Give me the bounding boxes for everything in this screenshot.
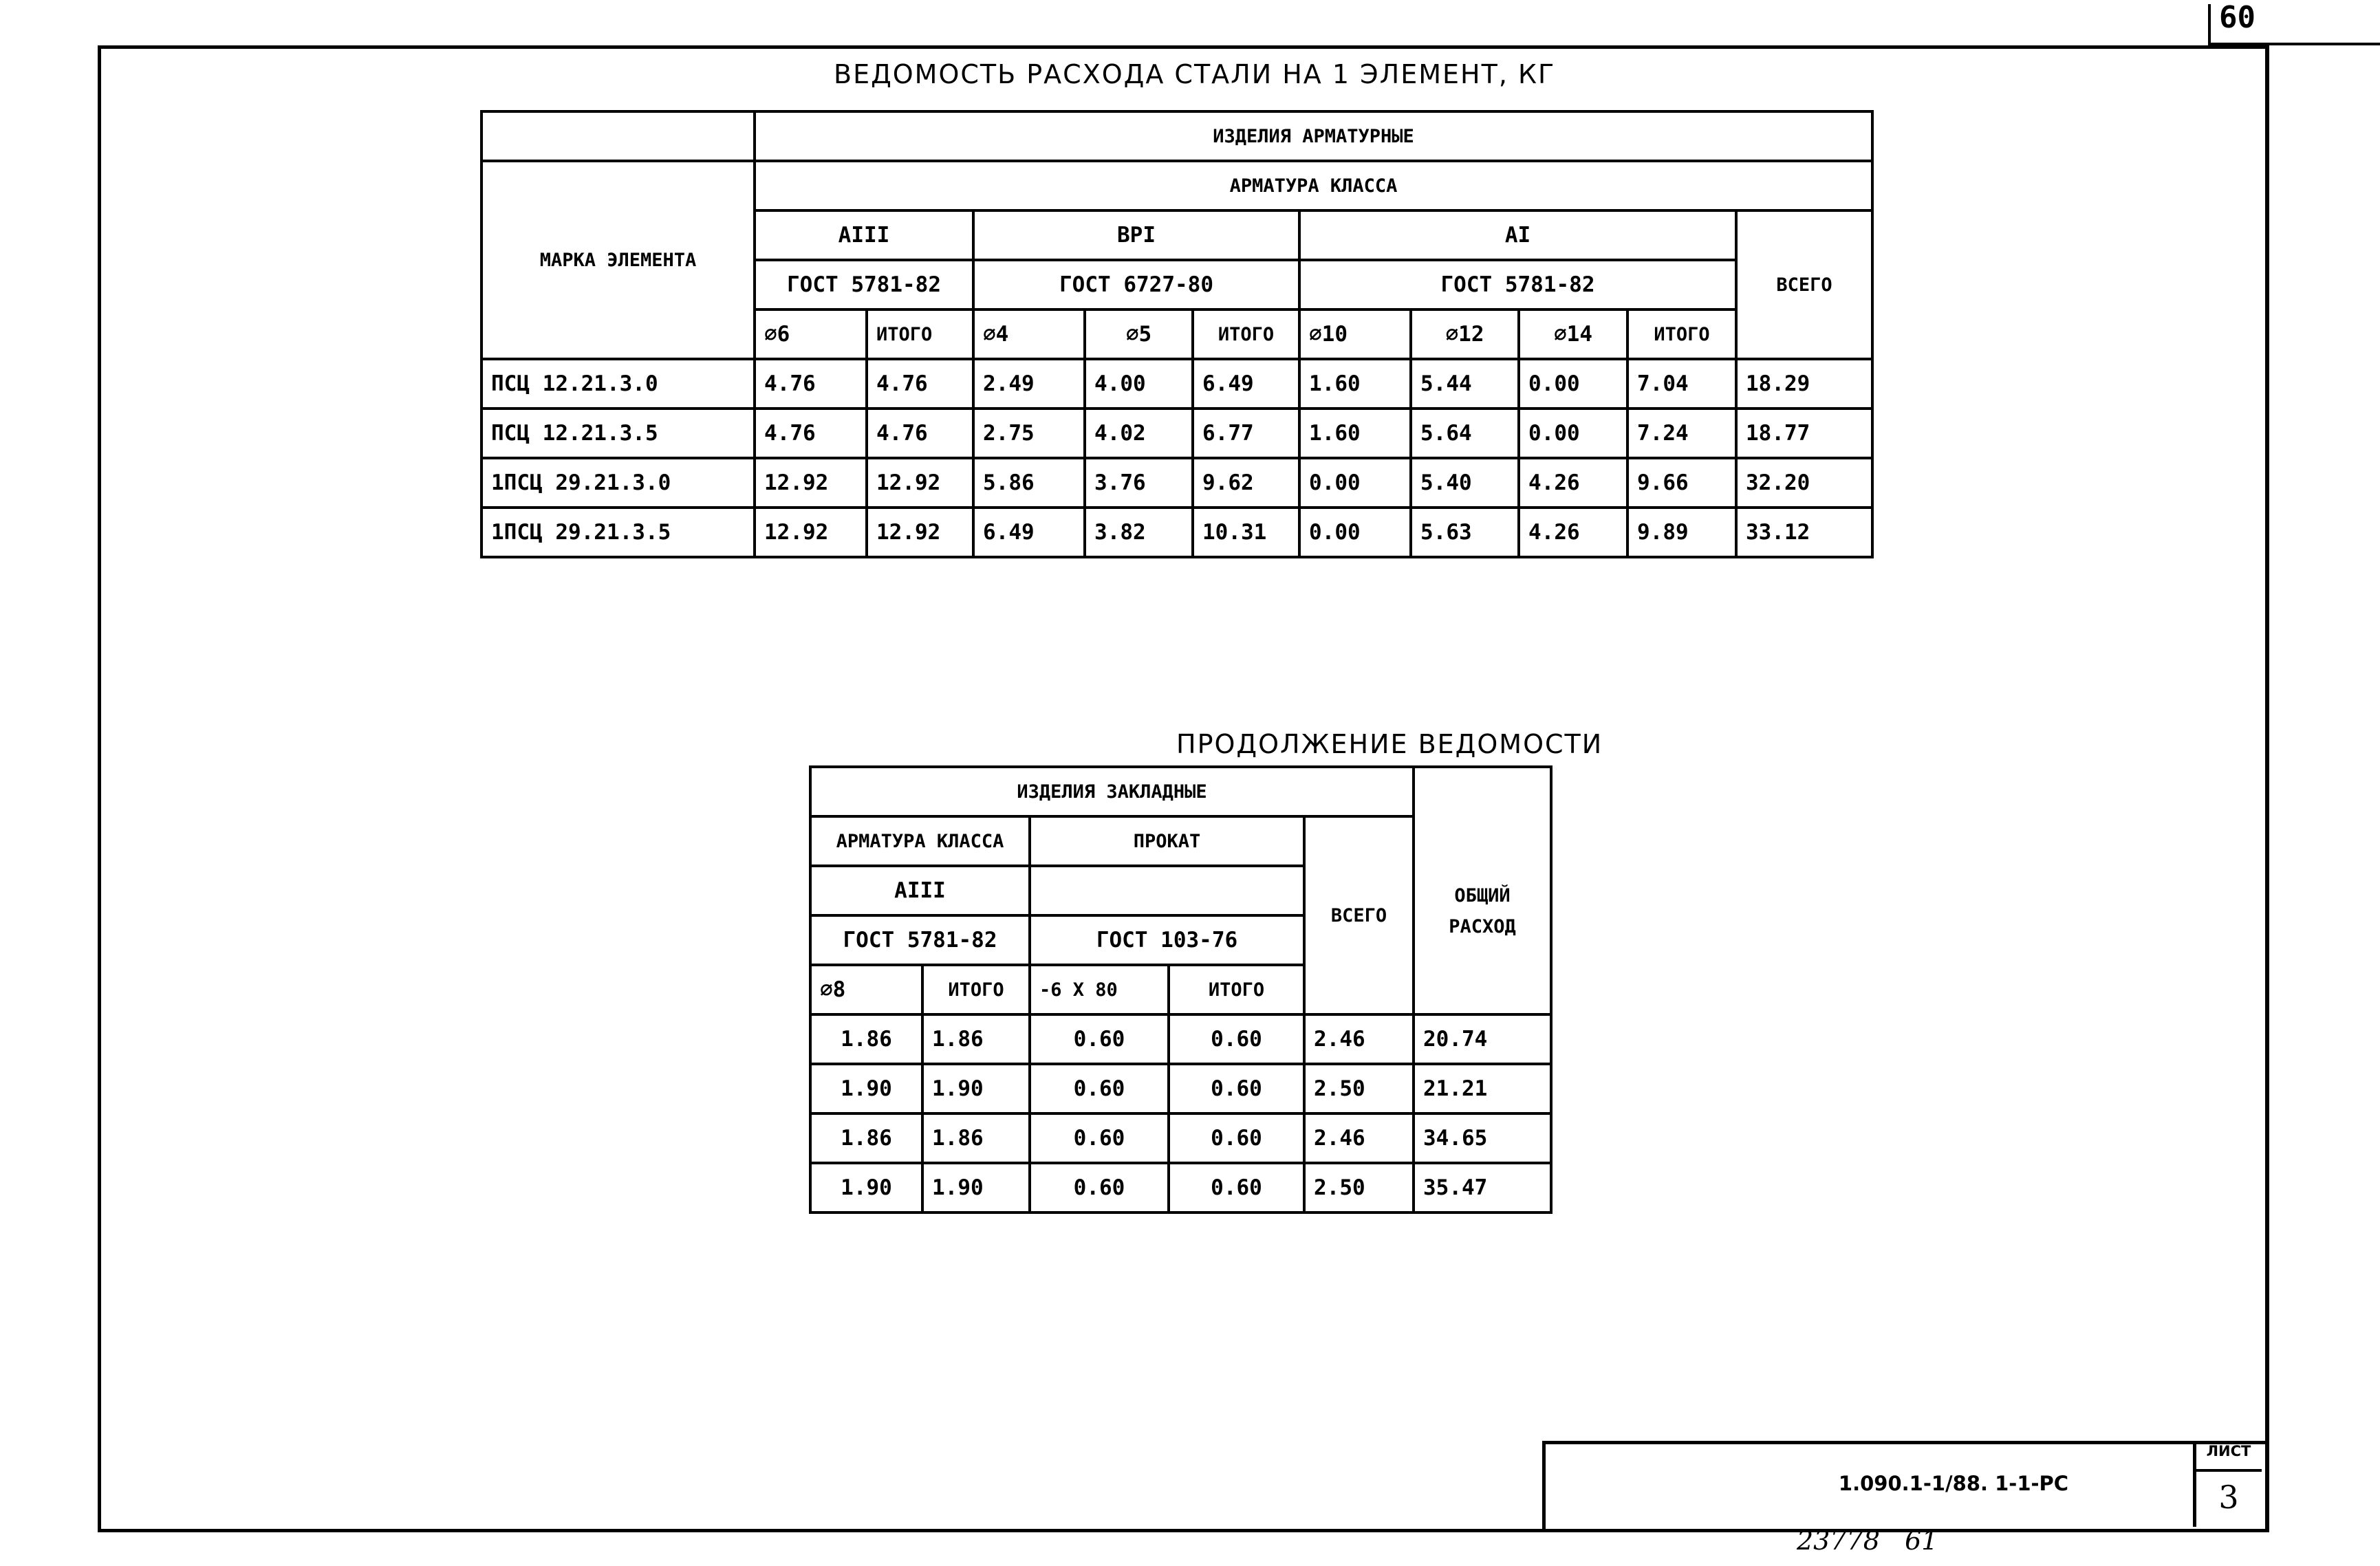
table2-overall-header — [1414, 767, 1551, 1014]
table2-gost-prokat: ГОСТ 103-76 — [1030, 915, 1304, 965]
table1-total-header: ВСЕГО — [1736, 210, 1872, 359]
table2-col-strip: -6 Х 80 — [1030, 965, 1169, 1014]
cell: 1.86 — [922, 1014, 1030, 1064]
cell: 0.60 — [1169, 1014, 1304, 1064]
cell: 2.49 — [973, 359, 1085, 409]
table-row — [482, 409, 1872, 458]
cell: 12.92 — [867, 458, 973, 508]
cell: 0.60 — [1169, 1163, 1304, 1212]
table1-title: ВЕДОМОСТЬ РАСХОДА СТАЛИ НА 1 ЭЛЕМЕНТ, КГ — [834, 59, 1556, 89]
table2-col-itogo-prokat: ИТОГО — [1169, 965, 1304, 1014]
cell: 1.60 — [1299, 359, 1411, 409]
table1-class-aiii: AIII — [755, 210, 973, 260]
cell: 18.29 — [1736, 359, 1872, 409]
cell: 5.63 — [1411, 508, 1519, 557]
inventory-number: 23778 61 — [1797, 1525, 1938, 1556]
table2-overall-line1: ОБЩИЙ — [1454, 885, 1511, 906]
cell: 12.92 — [867, 508, 973, 557]
table-row — [810, 1163, 1551, 1212]
cell: 33.12 — [1736, 508, 1872, 557]
cell: 0.60 — [1030, 1014, 1169, 1064]
table1-class-vpi: ВРI — [973, 210, 1299, 260]
cell: 4.00 — [1085, 359, 1193, 409]
cell: 0.00 — [1299, 508, 1411, 557]
cell: 0.00 — [1299, 458, 1411, 508]
cell: 0.00 — [1519, 359, 1627, 409]
cell: 7.24 — [1627, 409, 1736, 458]
cell: 5.44 — [1411, 359, 1519, 409]
table-row — [810, 1113, 1551, 1163]
cell: 4.26 — [1519, 458, 1627, 508]
table1-group-header: ИЗДЕЛИЯ АРМАТУРНЫЕ — [755, 111, 1872, 161]
cell: 34.65 — [1414, 1113, 1551, 1163]
table-row — [810, 1064, 1551, 1113]
row-mark: 1ПСЦ 29.21.3.5 — [482, 508, 755, 557]
cell: 0.60 — [1030, 1163, 1169, 1212]
cell: 1.90 — [922, 1064, 1030, 1113]
cell: 7.04 — [1627, 359, 1736, 409]
table2-total-header: ВСЕГО — [1304, 816, 1414, 1014]
embedded-items-table — [809, 765, 1553, 1214]
cell: 1.90 — [810, 1064, 922, 1113]
cell: 12.92 — [755, 458, 867, 508]
steel-consumption-table — [480, 110, 1874, 558]
cell: 18.77 — [1736, 409, 1872, 458]
cell: 10.31 — [1193, 508, 1299, 557]
cell: 4.76 — [755, 359, 867, 409]
cell: 2.50 — [1304, 1064, 1414, 1113]
table2-empty-cell — [1030, 866, 1304, 915]
table1-col-itogo-ai: ИТОГО — [1627, 309, 1736, 359]
cell: 0.00 — [1519, 409, 1627, 458]
cell: 0.60 — [1169, 1113, 1304, 1163]
cell: 21.21 — [1414, 1064, 1551, 1113]
cell: 6.49 — [1193, 359, 1299, 409]
cell: 1.86 — [810, 1014, 922, 1064]
table1-col-d10: ∅10 — [1299, 309, 1411, 359]
table2-col-d8: ∅8 — [810, 965, 922, 1014]
cell: 5.40 — [1411, 458, 1519, 508]
cell: 4.76 — [867, 409, 973, 458]
cell: 9.62 — [1193, 458, 1299, 508]
cell: 12.92 — [755, 508, 867, 557]
table1-subgroup-header: АРМАТУРА КЛАССА — [755, 161, 1872, 210]
table-row — [482, 359, 1872, 409]
cell: 9.66 — [1627, 458, 1736, 508]
cell: 3.76 — [1085, 458, 1193, 508]
table1-col-d5: ∅5 — [1085, 309, 1193, 359]
table2-col-itogo-aiii: ИТОГО — [922, 965, 1030, 1014]
cell: 2.75 — [973, 409, 1085, 458]
table1-col-d4: ∅4 — [973, 309, 1085, 359]
table2-title: ПРОДОЛЖЕНИЕ ВЕДОМОСТИ — [1176, 729, 1603, 759]
table2-class-aiii: AIII — [810, 866, 1030, 915]
title-block-divider — [2193, 1441, 2196, 1527]
table2-prokat-header: ПРОКАТ — [1030, 816, 1304, 866]
sheet-number: 3 — [2218, 1479, 2239, 1516]
sheet-number-top: 60 — [2219, 0, 2255, 35]
row-mark: ПСЦ 12.21.3.0 — [482, 359, 755, 409]
cell: 9.89 — [1627, 508, 1736, 557]
cell: 1.90 — [922, 1163, 1030, 1212]
table2-group-header: ИЗДЕЛИЯ ЗАКЛАДНЫЕ — [810, 767, 1414, 816]
cell: 5.86 — [973, 458, 1085, 508]
table1-gost-ai: ГОСТ 5781-82 — [1299, 260, 1736, 309]
cell: 0.60 — [1030, 1064, 1169, 1113]
table2-gost-aiii: ГОСТ 5781-82 — [810, 915, 1030, 965]
table-row — [482, 458, 1872, 508]
cell: 2.46 — [1304, 1014, 1414, 1064]
cell: 1.86 — [810, 1113, 922, 1163]
table1-gost-vpi: ГОСТ 6727-80 — [973, 260, 1299, 309]
cell: 35.47 — [1414, 1163, 1551, 1212]
cell: 2.46 — [1304, 1113, 1414, 1163]
table1-gost-aiii: ГОСТ 5781-82 — [755, 260, 973, 309]
table1-col-itogo-aiii: ИТОГО — [867, 309, 973, 359]
table1-col-itogo-vpi: ИТОГО — [1193, 309, 1299, 359]
row-mark: 1ПСЦ 29.21.3.0 — [482, 458, 755, 508]
table1-element-header: МАРКА ЭЛЕМЕНТА — [482, 161, 755, 359]
table1-col-d14: ∅14 — [1519, 309, 1627, 359]
table-row — [810, 1014, 1551, 1064]
cell: 4.76 — [867, 359, 973, 409]
cell: 4.02 — [1085, 409, 1193, 458]
cell: 32.20 — [1736, 458, 1872, 508]
table-row — [482, 508, 1872, 557]
table1-col-d12: ∅12 — [1411, 309, 1519, 359]
title-block-sheet-line — [2196, 1469, 2262, 1472]
cell: 20.74 — [1414, 1014, 1551, 1064]
table1-class-ai: AI — [1299, 210, 1736, 260]
cell: 3.82 — [1085, 508, 1193, 557]
table2-armclass-header: АРМАТУРА КЛАССА — [810, 816, 1030, 866]
cell: 5.64 — [1411, 409, 1519, 458]
table2-overall-line2: РАСХОД — [1449, 916, 1516, 937]
sheet-number-divider — [2208, 4, 2211, 45]
table1-col-d6: ∅6 — [755, 309, 867, 359]
cell: 4.26 — [1519, 508, 1627, 557]
cell: 1.90 — [810, 1163, 922, 1212]
document-code: 1.090.1-1/88. 1-1-РС — [1838, 1472, 2069, 1495]
cell: 4.76 — [755, 409, 867, 458]
row-mark: ПСЦ 12.21.3.5 — [482, 409, 755, 458]
table1-corner — [482, 111, 755, 161]
cell: 0.60 — [1030, 1113, 1169, 1163]
cell: 0.60 — [1169, 1064, 1304, 1113]
cell: 1.86 — [922, 1113, 1030, 1163]
cell: 2.50 — [1304, 1163, 1414, 1212]
cell: 6.49 — [973, 508, 1085, 557]
sheet-label: ЛИСТ — [2206, 1443, 2251, 1459]
cell: 6.77 — [1193, 409, 1299, 458]
cell: 1.60 — [1299, 409, 1411, 458]
